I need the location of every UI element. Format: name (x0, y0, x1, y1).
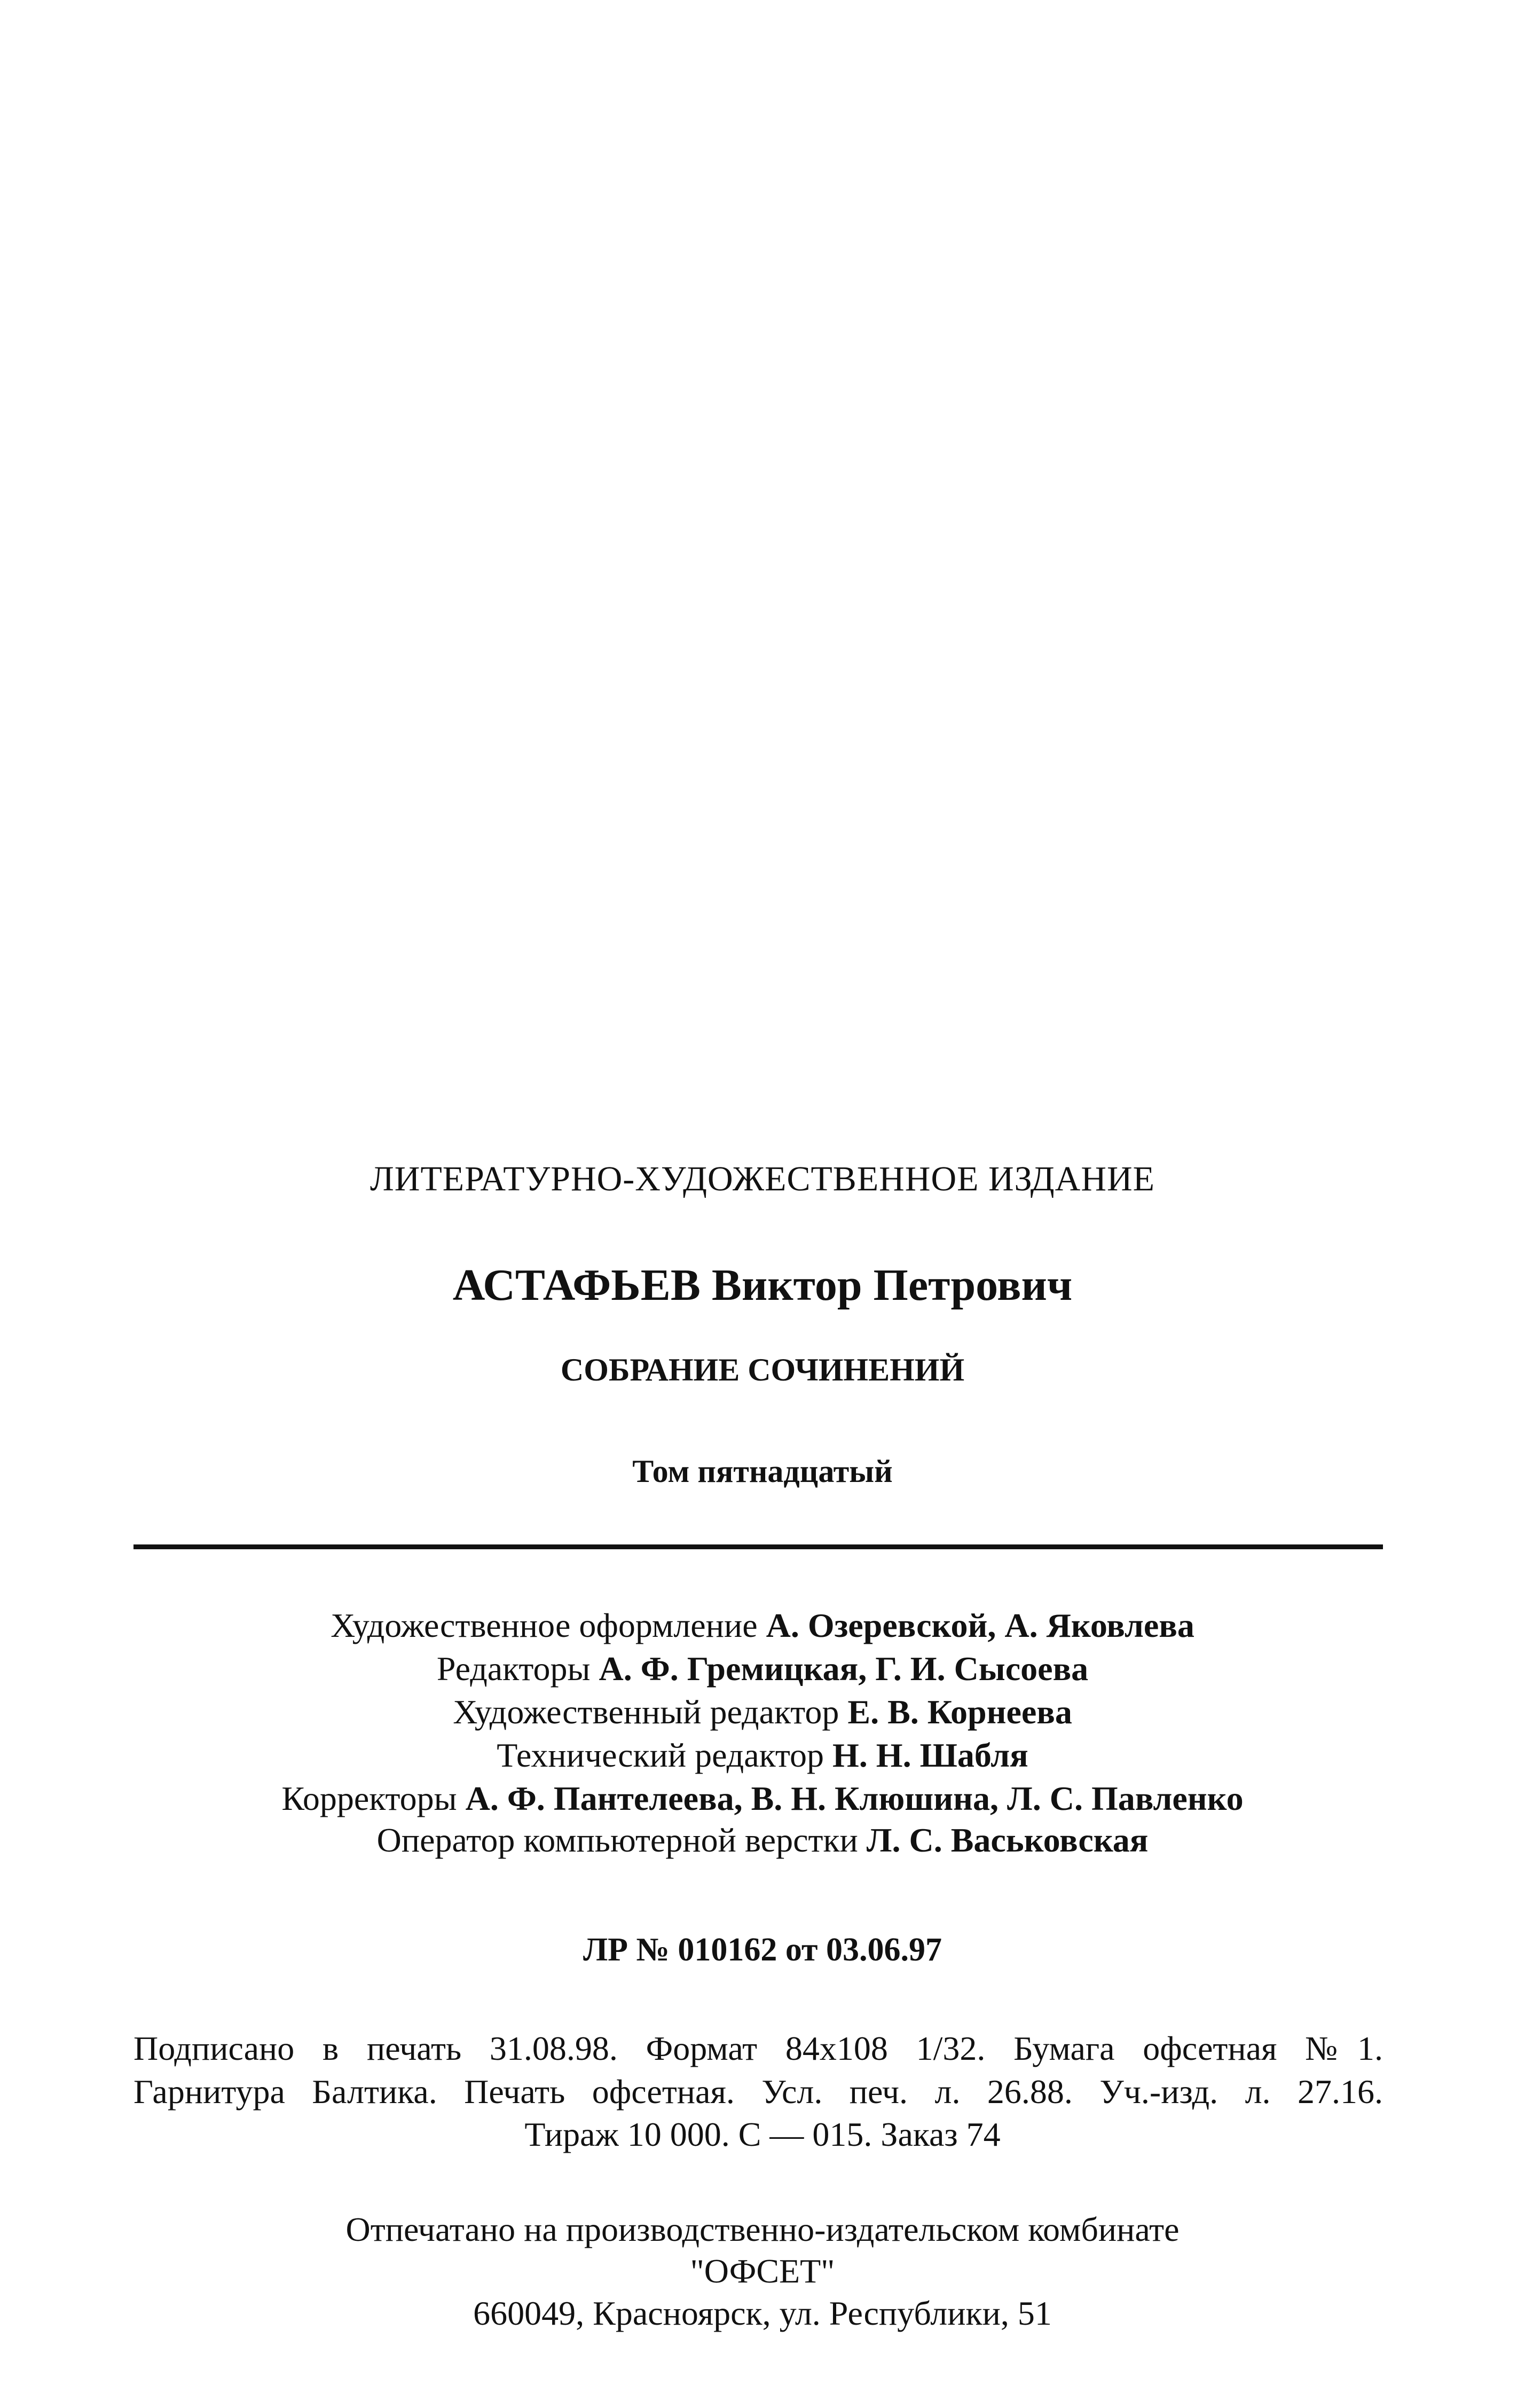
credit-role: Технический редактор (497, 1736, 824, 1774)
printer-name: "ОФСЕТ" (690, 2252, 835, 2290)
credit-role: Корректоры (281, 1779, 457, 1817)
credit-names: А. Ф. Пантелеева, В. Н. Клюшина, Л. С. Павленко (465, 1779, 1244, 1817)
credit-role: Художественный редактор (453, 1693, 839, 1731)
credit-line (0, 1652, 1525, 1686)
credit-names: Е. В. Корнеева (847, 1693, 1072, 1731)
credit-names: А. Ф. Гремицкая, Г. И. Сысоева (599, 1650, 1089, 1688)
credit-role: Оператор компьютерной верстки (376, 1821, 858, 1859)
printer-address: 660049, Красноярск, ул. Республики, 51 (473, 2294, 1052, 2332)
print-info-line: Тираж 10 000. С — 015. Заказ 74 (524, 2115, 1001, 2153)
series-title: СОБРАНИЕ СОЧИНЕНИЙ (560, 1352, 965, 1387)
credit-line (0, 1779, 1525, 1817)
credit-line (0, 1695, 1525, 1729)
credit-names: А. Озеревской, А. Яковлева (766, 1606, 1194, 1644)
print-info-line: Гарнитура Балтика. Печать офсетная. Усл. печ. л. 26.88. Уч.-изд. л. 27.16. (133, 2073, 1383, 2111)
author-name: АСТАФЬЕВ Виктор Петрович (452, 1260, 1073, 1310)
credit-role: Художественное оформление (331, 1606, 758, 1644)
credit-names: Л. С. Васьковская (866, 1821, 1149, 1859)
credit-line (0, 1823, 1525, 1857)
volume-title: Том пятнадцатый (632, 1454, 893, 1489)
credit-names: Н. Н. Шабля (832, 1736, 1028, 1774)
edition-type: ЛИТЕРАТУРНО-ХУДОЖЕСТВЕННОЕ ИЗДАНИЕ (370, 1159, 1155, 1198)
printer-line: Отпечатано на производственно-издательском комбинате (345, 2210, 1180, 2248)
credit-role: Редакторы (436, 1650, 591, 1688)
divider (133, 1544, 1383, 1549)
license-number: ЛР № 010162 от 03.06.97 (583, 1932, 942, 1968)
print-info-line: Подписано в печать 31.08.98. Формат 84х108 1/32. Бумага офсетная №1. (133, 2029, 1383, 2067)
credit-line (0, 1738, 1525, 1772)
credit-line (0, 1606, 1525, 1644)
